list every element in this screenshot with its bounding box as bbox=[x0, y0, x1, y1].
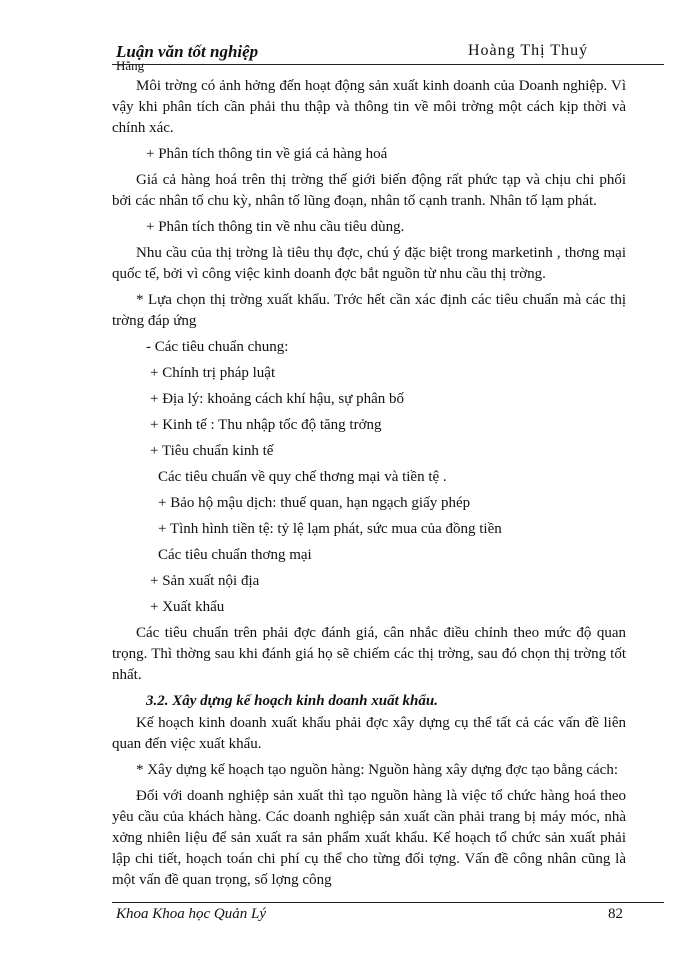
list-item: + Chính trị pháp luật bbox=[150, 365, 276, 381]
document-body bbox=[112, 76, 626, 896]
paragraph-plan: Kế hoạch kinh doanh xuất khẩu phải đợc xây dựng cụ thể tất cả các vấn đề liên quan đến việc xuất khẩu. bbox=[112, 715, 626, 752]
paragraph-evaluation: Các tiêu chuẩn trên phải đợc đánh giá, cân nhắc điều chỉnh theo mức độ quan trọng. Thì thờng sau khi đánh giá họ sẽ chiếm các thị trờng, sau đó chọn thị trờng tốt nhất. bbox=[112, 625, 626, 683]
bullet-demand-analysis: + Phân tích thông tin về nhu cầu tiêu dùng. bbox=[146, 219, 405, 235]
list-item: + Tình hình tiền tệ: tỷ lệ lạm phát, sức mua của đồng tiền bbox=[158, 521, 502, 537]
header-title: Luận văn tốt nghiệp bbox=[116, 42, 259, 61]
list-item: + Kinh tế : Thu nhập tốc độ tăng trởng bbox=[150, 417, 382, 433]
list-item: + Sản xuất nội địa bbox=[150, 573, 260, 589]
footer-faculty: Khoa Khoa học Quản Lý bbox=[116, 906, 266, 922]
header-author: Hoàng Thị Thuý bbox=[468, 42, 589, 59]
footer-divider bbox=[112, 902, 664, 903]
list-heading-trade-rules: Các tiêu chuẩn về quy chế thơng mại và tiền tệ . bbox=[158, 469, 447, 485]
list-heading-trade: Các tiêu chuẩn thơng mại bbox=[158, 547, 312, 563]
list-heading-general: - Các tiêu chuẩn chung: bbox=[146, 339, 289, 355]
list-item: + Xuất khẩu bbox=[150, 599, 225, 615]
paragraph-market-selection: * Lựa chọn thị trờng xuất khẩu. Trớc hết cần xác định các tiêu chuẩn mà các thị trờng đáp ứng bbox=[112, 292, 626, 329]
paragraph-manufacturing: Đối với doanh nghiệp sản xuất thì tạo nguồn hàng là việc tổ chức hàng hoá theo yêu cầu của khách hàng. Các doanh nghiệp sản xuất cần phải trang bị máy móc, nhà xởng nhiên liệu để sản xuất ra sản phẩm xuất khẩu. Kế hoạch tổ chức sản xuất phải lập chi tiết, hoạch toán chi phí cụ thể cho từng đối tợng. Vấn đề công nhân cũng là một vấn đề quan trọng, số lợng công bbox=[112, 788, 626, 888]
paragraph-demand: Nhu cầu của thị trờng là tiêu thụ đợc, chú ý đặc biệt trong marketinh , thơng mại quốc tế, bởi vì công việc kinh doanh đợc bắt nguồn từ nhu cầu thị trờng. bbox=[112, 245, 626, 282]
list-item: + Địa lý: khoảng cách khí hậu, sự phân bố bbox=[150, 391, 405, 407]
list-item: + Tiêu chuẩn kinh tế bbox=[150, 443, 274, 459]
page-number: 82 bbox=[608, 906, 623, 922]
list-item: + Bảo hộ mậu dịch: thuế quan, hạn ngạch giấy phép bbox=[158, 495, 471, 511]
paragraph-sourcing: * Xây dựng kế hoạch tạo nguồn hàng: Nguồn hàng xây dựng đợc tạo bằng cách: bbox=[136, 762, 618, 778]
bullet-price-analysis: + Phân tích thông tin về giá cả hàng hoá bbox=[146, 146, 388, 162]
section-heading: 3.2. Xây dựng kế hoạch kinh doanh xuất khẩu. bbox=[146, 693, 438, 709]
paragraph-environment: Môi trờng có ảnh hởng đến hoạt động sản xuất kinh doanh của Doanh nghiệp. Vì vậy khi phân tích cần phải thu thập và thông tin về môi trờng một cách kịp thời và chính xác. bbox=[112, 78, 626, 136]
header-divider bbox=[112, 64, 664, 65]
header-author-continuation: Hằng bbox=[116, 58, 145, 73]
paragraph-price: Giá cả hàng hoá trên thị trờng thế giới biến động rất phức tạp và chịu chi phối bởi các nhân tố chu kỳ, nhân tố lũng đoạn, nhân tố cạnh tranh. Nhân tố lạm phát. bbox=[112, 172, 626, 209]
